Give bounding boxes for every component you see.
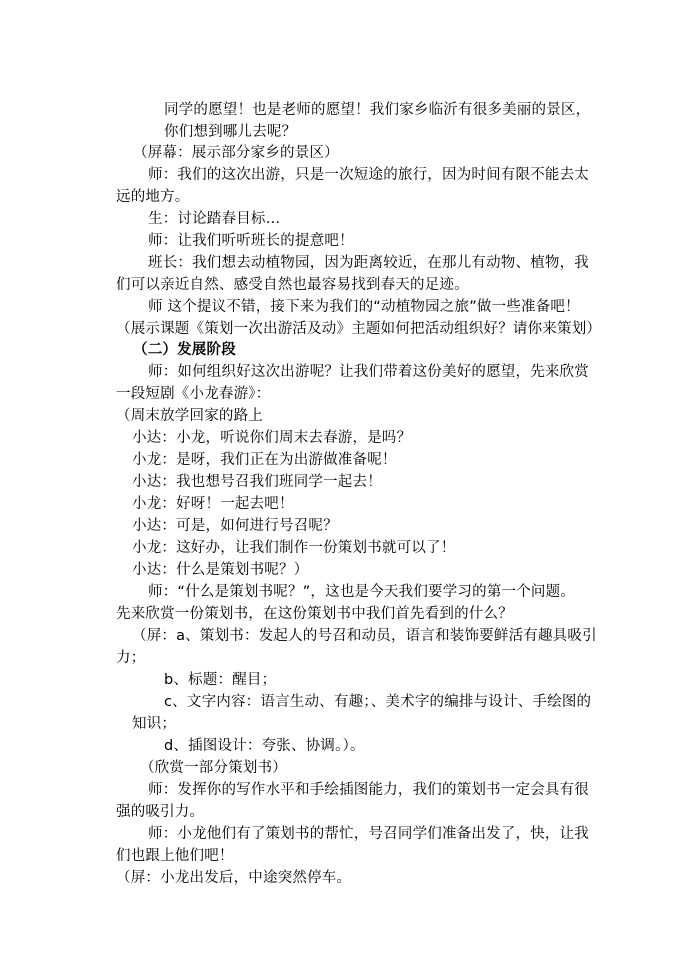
text-line: 先来欣赏一份策划书，在这份策划书中我们首先看到的什么？ — [116, 606, 513, 622]
text-line: 知识； — [132, 716, 177, 732]
text-line: 力； — [116, 650, 146, 666]
text-line: d、插图设计：夸张、协调。）。 — [164, 738, 365, 754]
text-line: 师：如何组织好这次出游呢？让我们带着这份美好的愿望，先来欣赏 — [148, 364, 589, 380]
text-line: 小达：我也想号召我们班同学一起去！ — [132, 474, 382, 490]
text-line: 们也跟上他们吧！ — [116, 848, 234, 864]
text-line: 小龙：这好办，让我们制作一份策划书就可以了！ — [132, 540, 456, 556]
text-line: 师 这个提议不错，接下来为我们的“动植物园之旅”做一些准备吧！ — [148, 299, 580, 315]
text-line: 师：我们的这次出游，只是一次短途的旅行，因为时间有限不能去太 — [148, 167, 589, 183]
text-line: 师：“什么是策划书呢？”，这也是今天我们要学习的第一个问题。 — [148, 584, 576, 600]
text-line: 远的地方。 — [116, 189, 190, 205]
text-line: 师：发挥你的写作水平和手绘插图能力，我们的策划书一定会具有很 — [148, 782, 589, 798]
text-line: 小达：小龙，听说你们周末去春游，是吗？ — [132, 430, 412, 446]
text-line: 小龙：是呀，我们正在为出游做准备呢！ — [132, 452, 397, 468]
text-line: 师：小龙他们有了策划书的帮忙，号召同学们准备出发了，快，让我 — [148, 826, 589, 842]
text-line: 生：讨论踏春目标… — [148, 211, 281, 227]
text-line: 一段短剧《小龙春游》： — [116, 386, 271, 402]
text-line: c、文字内容：语言生动、有趣；、美术字的编排与设计、手绘图的 — [164, 694, 592, 710]
text-line: 同学的愿望！也是老师的愿望！我们家乡临沂有很多美丽的景区， — [164, 102, 591, 118]
text-line: 班长：我们想去动植物园，因为距离较近，在那儿有动物、植物，我 — [148, 255, 589, 271]
text-line: （展示课题《策划一次出游活及动》主题如何把活动组织好？请你来策划） — [116, 321, 602, 337]
text-line: （屏：a、策划书：发起人的号召和动员，语言和装饰要鲜活有趣具吸引 — [132, 628, 597, 644]
text-line: b、标题：醒目； — [164, 672, 277, 688]
section-heading: （二）发展阶段 — [133, 342, 236, 358]
text-line: 小达：可是，如何进行号召呢？ — [132, 518, 338, 534]
text-line: （欣赏一部分策划书） — [140, 760, 287, 776]
text-line: （周末放学回家的路上 — [116, 408, 263, 424]
text-line: 强的吸引力。 — [116, 804, 205, 820]
text-line: 你们想到哪儿去呢？ — [164, 124, 297, 140]
text-line: 们可以亲近自然、感受自然也最容易找到春天的足迹。 — [116, 277, 469, 293]
text-line: 小龙：好呀！一起去吧！ — [132, 496, 294, 512]
text-line: （屏幕：展示部分家乡的景区） — [133, 145, 339, 161]
text-line: （屏：小龙出发后，中途突然停车。 — [116, 870, 352, 886]
text-line: 师：让我们听听班长的提意吧！ — [148, 233, 354, 249]
text-line: 小达：什么是策划书呢？） — [132, 562, 309, 578]
